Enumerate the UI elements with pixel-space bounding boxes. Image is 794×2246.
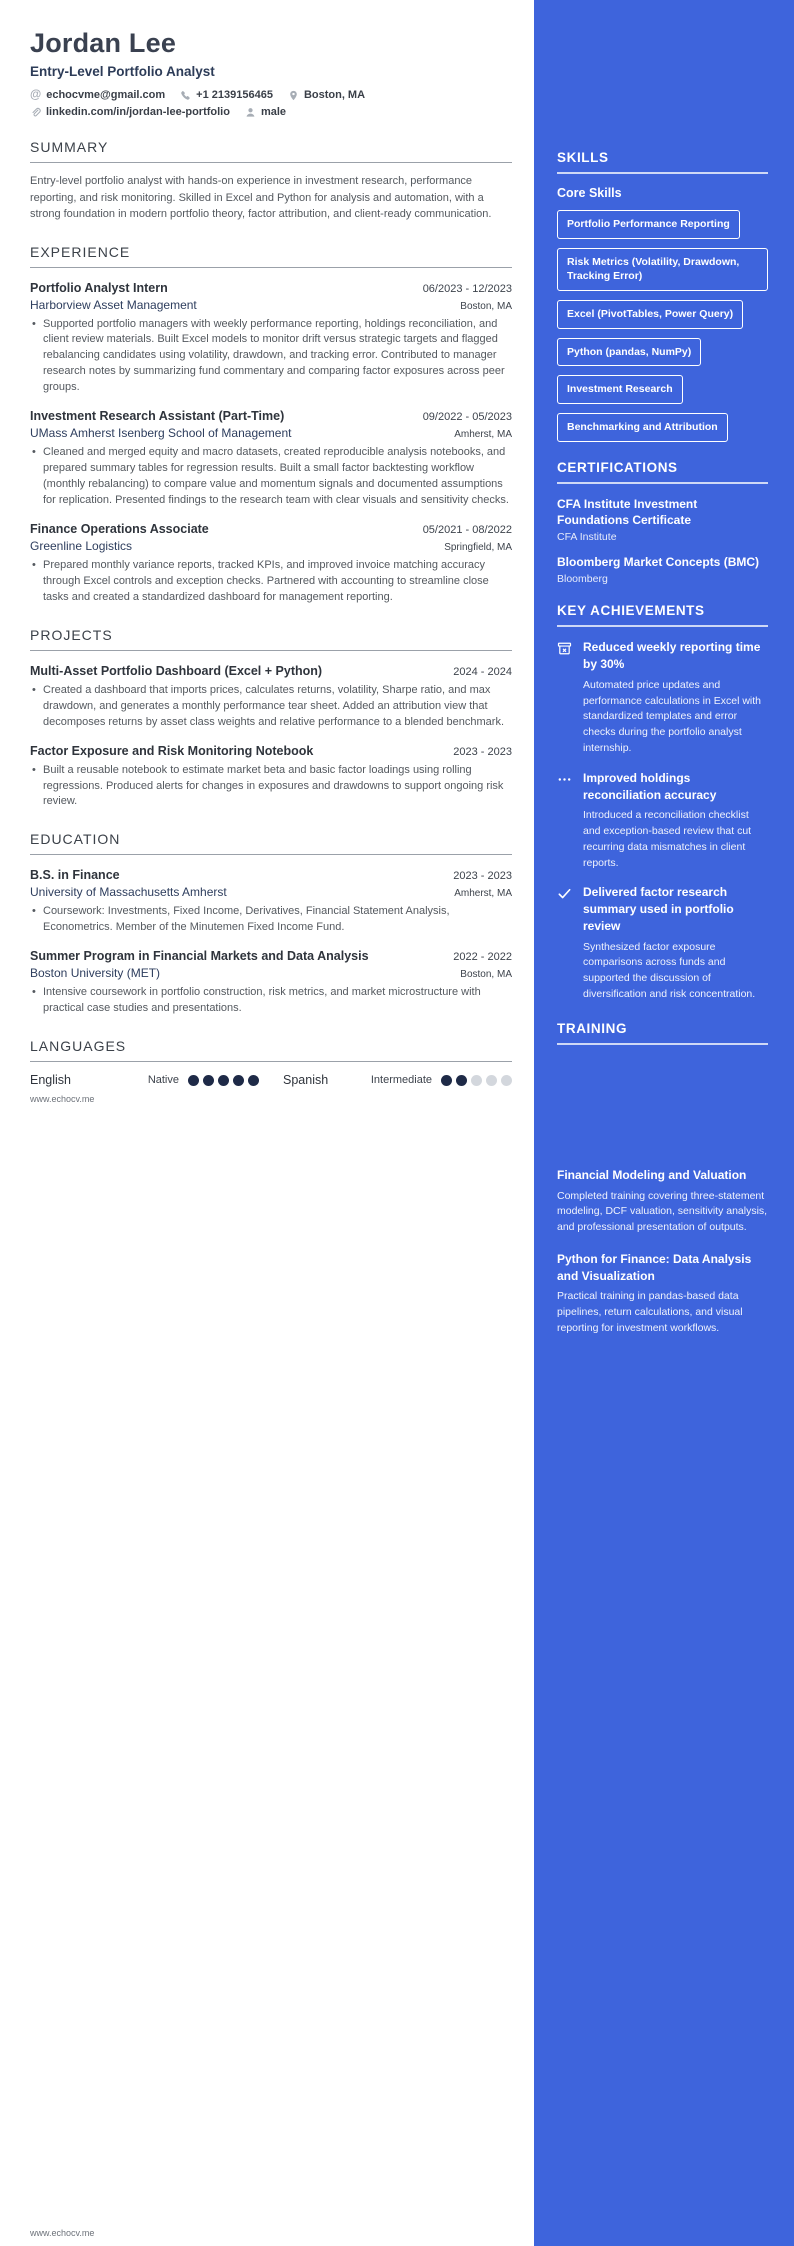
experience-title: Portfolio Analyst Intern — [30, 280, 168, 295]
project-title: Multi-Asset Portfolio Dashboard (Excel + Python) — [30, 663, 323, 678]
achievement-item — [557, 884, 768, 1002]
skill-chip: Excel (PivotTables, Power Query) — [557, 300, 743, 329]
page1-footer-url: www.echocv.me — [30, 1094, 95, 1104]
certification-issuer: CFA Institute — [557, 531, 617, 544]
proficiency-dot — [248, 1075, 259, 1086]
project-dates: 2024 - 2024 — [453, 665, 512, 678]
certifications-divider — [557, 482, 768, 484]
experience-location: Springfield, MA — [444, 541, 512, 553]
page-break-gap — [557, 1057, 768, 1167]
experience-heading: EXPERIENCE — [30, 243, 131, 260]
contact-row — [30, 89, 512, 118]
experience-bullet: • Supported portfolio managers with weekly performance reporting, holdings reconciliation, and client review materials. Built Excel models to monitor drift versus strategic targets and flagged rebalancing candidates using volatility, drawdown, and tracking error. Contributed to manager research notes by summarizing fund commentary and comparing factor exposures across peer groups. — [30, 317, 512, 397]
experience-location: Amherst, MA — [454, 429, 512, 441]
project-bullets — [30, 763, 512, 811]
experience-company: Harborview Asset Management — [30, 297, 197, 312]
achievement-item — [557, 639, 768, 756]
training-title: Python for Finance: Data Analysis and Visualization — [557, 1251, 752, 1283]
experience-company: Greenline Logistics — [30, 538, 133, 553]
project-entry — [30, 744, 512, 811]
sidebar-section-training — [557, 1021, 768, 1337]
education-bullets — [30, 985, 512, 1017]
project-bullet: • Built a reusable notebook to estimate market beta and basic factor loadings using rolling regressions. Produced alerts for changes in exposures and drawdowns to support ongoing risk review. — [30, 763, 512, 811]
education-entry — [30, 949, 512, 1017]
project-title: Factor Exposure and Risk Monitoring Notebook — [30, 743, 314, 758]
email-icon: @ — [30, 89, 42, 101]
achievement-title: Improved holdings reconciliation accuracy — [583, 770, 717, 802]
education-heading: EDUCATION — [30, 831, 121, 848]
skills-group-label: Core Skills — [557, 186, 622, 200]
contact-location — [288, 89, 365, 101]
phone-icon — [180, 90, 191, 101]
language-name: English — [30, 1073, 71, 1088]
main-column — [30, 28, 512, 1087]
section-education — [30, 831, 512, 1017]
training-item — [557, 1251, 768, 1337]
summary-divider — [30, 162, 512, 163]
proficiency-dot — [441, 1075, 452, 1086]
education-dates: 2022 - 2022 — [453, 951, 512, 964]
section-summary — [30, 139, 512, 223]
education-degree: B.S. in Finance — [30, 868, 120, 883]
language-dots — [441, 1075, 512, 1086]
education-school: University of Massachusetts Amherst — [30, 885, 227, 900]
contact-linkedin — [30, 106, 230, 118]
skill-chip: Portfolio Performance Reporting — [557, 210, 740, 239]
project-bullets — [30, 683, 512, 731]
language-level: Intermediate — [370, 1074, 432, 1087]
achievement-title: Delivered factor research summary used in portfolio review — [583, 885, 734, 933]
language-name: Spanish — [283, 1073, 329, 1088]
training-description: Completed training covering three-statement modeling, DCF valuation, sensitivity analysis, and professional presentation of outputs. — [557, 1189, 768, 1233]
achievement-description: Introduced a reconciliation checklist and exception-based review that cut recurring data mismatches in client reports. — [583, 809, 752, 869]
experience-company: UMass Amherst Isenberg School of Management — [30, 426, 292, 441]
contact-gender — [245, 106, 286, 118]
achievement-description: Synthesized factor exposure comparisons across funds and supported the discussion of diversification and risk concentration. — [583, 940, 756, 1000]
project-bullet: • Created a dashboard that imports prices, calculates returns, volatility, Sharpe ratio, and max drawdown, and generates a monthly performance tear sheet. Added an attribution view that decomposes returns by asset class weights and relative performance to a blended benchmark. — [30, 683, 512, 731]
language-dots — [188, 1075, 259, 1086]
experience-title: Finance Operations Associate — [30, 521, 209, 536]
person-title: Entry-Level Portfolio Analyst — [30, 64, 215, 79]
contact-location-text: Boston, MA — [303, 89, 366, 101]
ellipsis-icon — [557, 770, 573, 872]
training-heading: TRAINING — [557, 1020, 628, 1036]
education-location: Boston, MA — [460, 969, 512, 981]
experience-dates: 06/2023 - 12/2023 — [422, 282, 512, 295]
experience-dates: 05/2021 - 08/2022 — [422, 523, 512, 536]
sidebar-section-achievements — [557, 603, 768, 1002]
education-location: Amherst, MA — [454, 888, 512, 900]
education-degree: Summer Program in Financial Markets and Data Analysis — [30, 949, 369, 964]
languages-row — [30, 1073, 512, 1087]
training-item — [557, 1167, 768, 1236]
skills-divider — [557, 172, 768, 174]
skill-chip: Benchmarking and Attribution — [557, 413, 728, 442]
proficiency-dot — [456, 1075, 467, 1086]
projects-divider — [30, 650, 512, 651]
experience-entry — [30, 409, 512, 509]
experience-bullets — [30, 445, 512, 509]
education-school: Boston University (MET) — [30, 966, 161, 981]
experience-title: Investment Research Assistant (Part-Time) — [30, 409, 285, 424]
proficiency-dot — [471, 1075, 482, 1086]
proficiency-dot — [501, 1075, 512, 1086]
language-item — [30, 1073, 259, 1087]
experience-dates: 09/2022 - 05/2023 — [422, 411, 512, 424]
contact-phone-text: +1 2139156465 — [196, 89, 273, 101]
education-bullet: • Coursework: Investments, Fixed Income, Derivatives, Financial Statement Analysis, Econometrics. Member of the Minutemen Fixed Income Fund. — [30, 904, 512, 936]
education-entry — [30, 868, 512, 936]
proficiency-dot — [188, 1075, 199, 1086]
sidebar — [534, 0, 794, 2246]
check-icon — [557, 884, 573, 1002]
skill-chip: Python (pandas, NumPy) — [557, 338, 701, 367]
experience-bullet: • Prepared monthly variance reports, tracked KPIs, and improved invoice matching accuracy through Excel controls and exception checks. Partnered with accounting to streamline close tasks and created a standardized dashboard for management reporting. — [30, 558, 512, 606]
achievement-title: Reduced weekly reporting time by 30% — [583, 640, 761, 672]
certification-title: Bloomberg Market Concepts (BMC) — [557, 555, 760, 570]
certification-title: CFA Institute Investment Foundations Certificate — [557, 496, 698, 527]
proficiency-dot — [486, 1075, 497, 1086]
experience-divider — [30, 267, 512, 268]
link-icon — [30, 107, 41, 118]
achievement-item — [557, 770, 768, 872]
contact-phone — [180, 89, 273, 101]
language-level: Native — [147, 1074, 179, 1087]
experience-bullets — [30, 317, 512, 397]
project-dates: 2023 - 2023 — [453, 745, 512, 758]
contact-linkedin-text: linkedin.com/in/jordan-lee-portfolio — [46, 106, 230, 118]
experience-entry — [30, 281, 512, 397]
proficiency-dot — [203, 1075, 214, 1086]
page2-footer-url: www.echocv.me — [30, 2228, 95, 2238]
contact-email-text: echocvme@gmail.com — [46, 89, 166, 101]
education-bullets — [30, 904, 512, 936]
contact-gender-text: male — [260, 106, 287, 118]
person-name: Jordan Lee — [30, 28, 177, 58]
section-projects — [30, 627, 512, 811]
person-icon — [245, 107, 256, 118]
certifications-heading: CERTIFICATIONS — [557, 459, 678, 475]
achievements-divider — [557, 625, 768, 627]
project-entry — [30, 664, 512, 731]
education-divider — [30, 854, 512, 855]
proficiency-dot — [233, 1075, 244, 1086]
languages-heading: LANGUAGES — [30, 1038, 127, 1055]
education-dates: 2023 - 2023 — [453, 870, 512, 883]
projects-heading: PROJECTS — [30, 626, 113, 643]
skills-heading: SKILLS — [557, 150, 609, 165]
language-item — [283, 1073, 512, 1087]
experience-entry — [30, 522, 512, 606]
sidebar-section-skills — [557, 150, 768, 442]
summary-heading: SUMMARY — [30, 139, 109, 155]
experience-bullet: • Cleaned and merged equity and macro datasets, created reproducible analysis notebooks, and prepared summary tables for regression results. Built a small factor backtesting workflow (monthly rebalancing) to compare value and momentum signals and documented assumptions for replication. Presented findings to the research team with clear visuals and sensitivity checks. — [30, 445, 512, 509]
summary-text: Entry-level portfolio analyst with hands-on experience in investment research, performance reporting, and risk monitoring. Skilled in Excel and Python for analysis and automation, with a strong foundation in modern portfolio theory, factor attribution, and client-ready communication. — [30, 175, 492, 220]
skill-chip: Risk Metrics (Volatility, Drawdown, Tracking Error) — [557, 248, 768, 291]
experience-bullets — [30, 558, 512, 606]
section-experience — [30, 244, 512, 606]
languages-divider — [30, 1061, 512, 1062]
location-pin-icon — [288, 90, 299, 101]
training-divider — [557, 1043, 768, 1045]
contact-email — [30, 89, 165, 101]
skill-chip: Investment Research — [557, 375, 683, 404]
archive-x-icon — [557, 639, 573, 756]
education-bullet: • Intensive coursework in portfolio construction, risk metrics, and market microstructure with practical case studies and presentations. — [30, 985, 512, 1017]
sidebar-section-certifications — [557, 460, 768, 586]
achievement-description: Automated price updates and performance calculations in Excel with standardized templates and error checks during the portfolio analyst internship. — [583, 678, 761, 754]
experience-location: Boston, MA — [460, 300, 512, 312]
training-title: Financial Modeling and Valuation — [557, 1167, 747, 1182]
achievements-heading: KEY ACHIEVEMENTS — [557, 603, 705, 619]
certification-issuer: Bloomberg — [557, 573, 608, 586]
section-languages — [30, 1038, 512, 1087]
proficiency-dot — [218, 1075, 229, 1086]
training-description: Practical training in pandas-based data pipelines, return calculations, and visual reporting for investment workflows. — [557, 1290, 743, 1334]
